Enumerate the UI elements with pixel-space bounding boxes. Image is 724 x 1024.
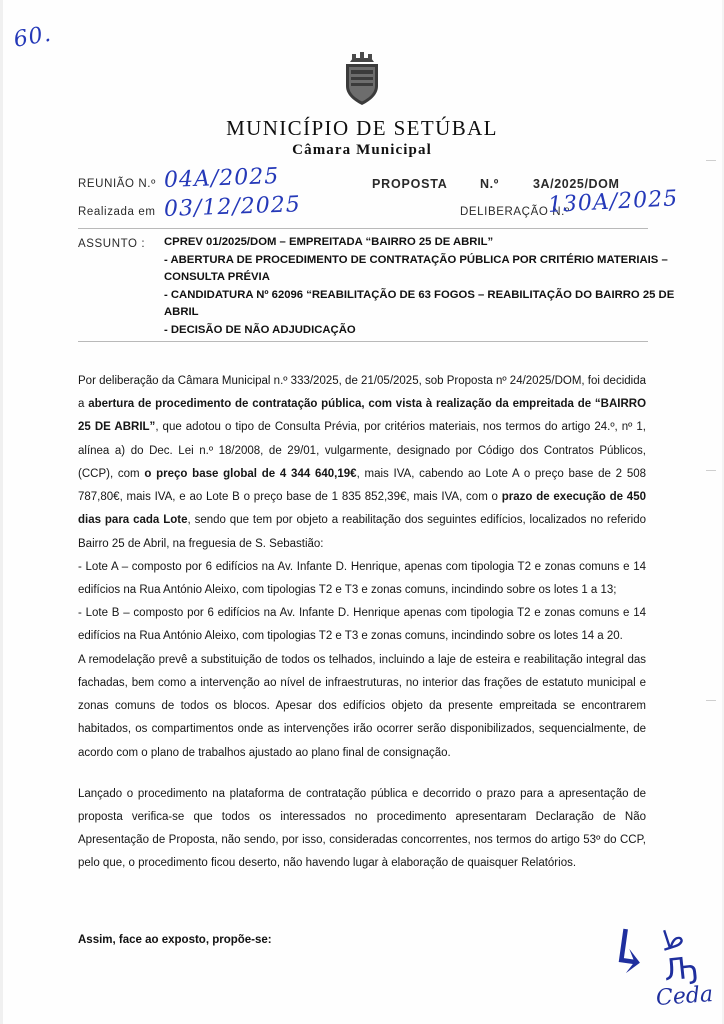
coat-of-arms-icon (338, 52, 386, 106)
divider-top (78, 228, 648, 229)
label-proposta: PROPOSTA (372, 177, 448, 191)
divider-bottom (78, 341, 648, 342)
document-body (78, 370, 646, 876)
value-proposta-numero: 3A/2025/DOM (533, 177, 620, 191)
assunto-line-1: CPREV 01/2025/DOM – EMPREITADA “BAIRRO 25 DE ABRIL” (164, 236, 494, 248)
signature-stroke-3: Ԡ (662, 950, 699, 989)
value-realizada-em: 03/12/2025 (163, 192, 302, 222)
paragraph-spacer (78, 765, 646, 783)
scan-tick (706, 160, 716, 161)
page-title: MUNICÍPIO DE SETÚBAL (226, 116, 498, 140)
value-deliberacao: 130A/2025 (547, 186, 679, 218)
p1-bold1: abertura de procedimento de contratação pública, com vista à realização da empreitada de “BAIRRO 25 DE ABRIL” (78, 398, 647, 434)
signature-stroke-1: ↳ (601, 914, 660, 990)
page-subtitle: Câmara Municipal (292, 142, 432, 158)
body-lote-a: - Lote A – composto por 6 edifícios na Av. Infante D. Henrique, apenas com tipologia T2 e zonas comuns e 14 edifícios na Rua António Aleixo, com tipologias T2 e T3 e zonas comuns, incindindo sobre os lotes 1 a 13; (78, 560, 646, 596)
label-proposta-numero: N.º (480, 177, 499, 191)
body-lote-b: - Lote B – composto por 6 edifícios na Av. Infante D. Henrique apenas com tipologia T2 e zonas comuns e 14 edifícios na Rua António Aleixo, com tipologias T2 e T3 e zonas comuns, incindindo sobre os lotes 14 a 20. (78, 607, 646, 643)
label-reuniao: REUNIÃO N.º (78, 178, 156, 190)
p1-bold2: o preço base global de 4 344 640,19€ (144, 467, 357, 480)
p1-part3: , mais IVA, cabendo ao Lote A o preço base de 2 508 787,80€, mais IVA, e ao Lote B o preço base de 1 835 852,39€, mais IVA, com o (78, 467, 647, 504)
label-realizada-em: Realizada em (78, 206, 156, 218)
closing-line: Assim, face ao exposto, propõe-se: (78, 934, 272, 946)
assunto-line-3: - CANDIDATURA Nº 62096 “REABILITAÇÃO DE 63 FOGOS – REABILITAÇÃO DO BAIRRO 25 DE ABRIL (164, 288, 675, 318)
signature-stroke-2: ط (655, 922, 689, 958)
assunto-text (164, 234, 684, 339)
p1-part4: , sendo que tem por objeto a reabilitação dos seguintes edifícios, localizados no referido Bairro 25 de Abril, na freguesia de S. Sebastião: (78, 514, 647, 550)
p1-part2: , que adotou o tipo de Consulta Prévia, por critérios materiais, nos termos do artigo 24.º, nº 1, alínea a) do Dec. Lei n.º 18/2008, de 29/01, vulgarmente, designado por Código dos Contratos Públicos, (CCP), com (78, 421, 646, 480)
scan-tick (706, 470, 716, 471)
body-paragraph-3: Lançado o procedimento na plataforma de contratação pública e decorrido o prazo para a apresentação de proposta verifica-se que todos os interessados no procedimento apresentaram Declaração de Não Apresentação de Proposta, não sendo, por isso, consideradas concorrentes, nos termos do artigo 53º do CCP, pelo que, o procedimento ficou deserto, não havendo lugar à elaboração de quaisquer Relatórios. (78, 787, 646, 870)
assunto-line-2: - ABERTURA DE PROCEDIMENTO DE CONTRATAÇÃO PÚBLICA POR CRITÉRIO MATERIAIS – CONSULTA PRÉVIA (164, 253, 668, 283)
label-deliberacao: DELIBERAÇÃO N.º (460, 206, 570, 218)
p1-bold3: prazo de execução de 450 dias para cada Lote (78, 491, 646, 527)
handwritten-page-number: 60. (11, 21, 54, 53)
assunto-line-4: - DECISÃO DE NÃO ADJUDICAÇÃO (164, 323, 356, 336)
scan-tick (706, 700, 716, 701)
signature-stroke-4: Ceda (655, 982, 714, 1011)
p1-part1: Por deliberação da Câmara Municipal n.º 333/2025, de 21/05/2025, sob Proposta nº 24/2025/DOM, foi decidida a (78, 375, 646, 411)
body-paragraph-1 (78, 370, 646, 556)
value-reuniao: 04A/2025 (163, 163, 280, 193)
label-assunto: ASSUNTO : (78, 238, 146, 250)
body-paragraph-2: A remodelação prevê a substituição de todos os telhados, incluindo a laje de esteira e reabilitação integral das fachadas, bem como a intervenção ao nível de infraestruturas, no interior das frações de estatuto municipal e zonas comuns de todos os blocos. Apesar dos edifícios objeto da presente empreitada se encontrarem habitados, os compartimentos onde as intervenções irão ocorrer serão disponibilizados, sequencialmente, de acordo com o plano de trabalhos ajustado ao plano final de consignação. (78, 653, 646, 759)
